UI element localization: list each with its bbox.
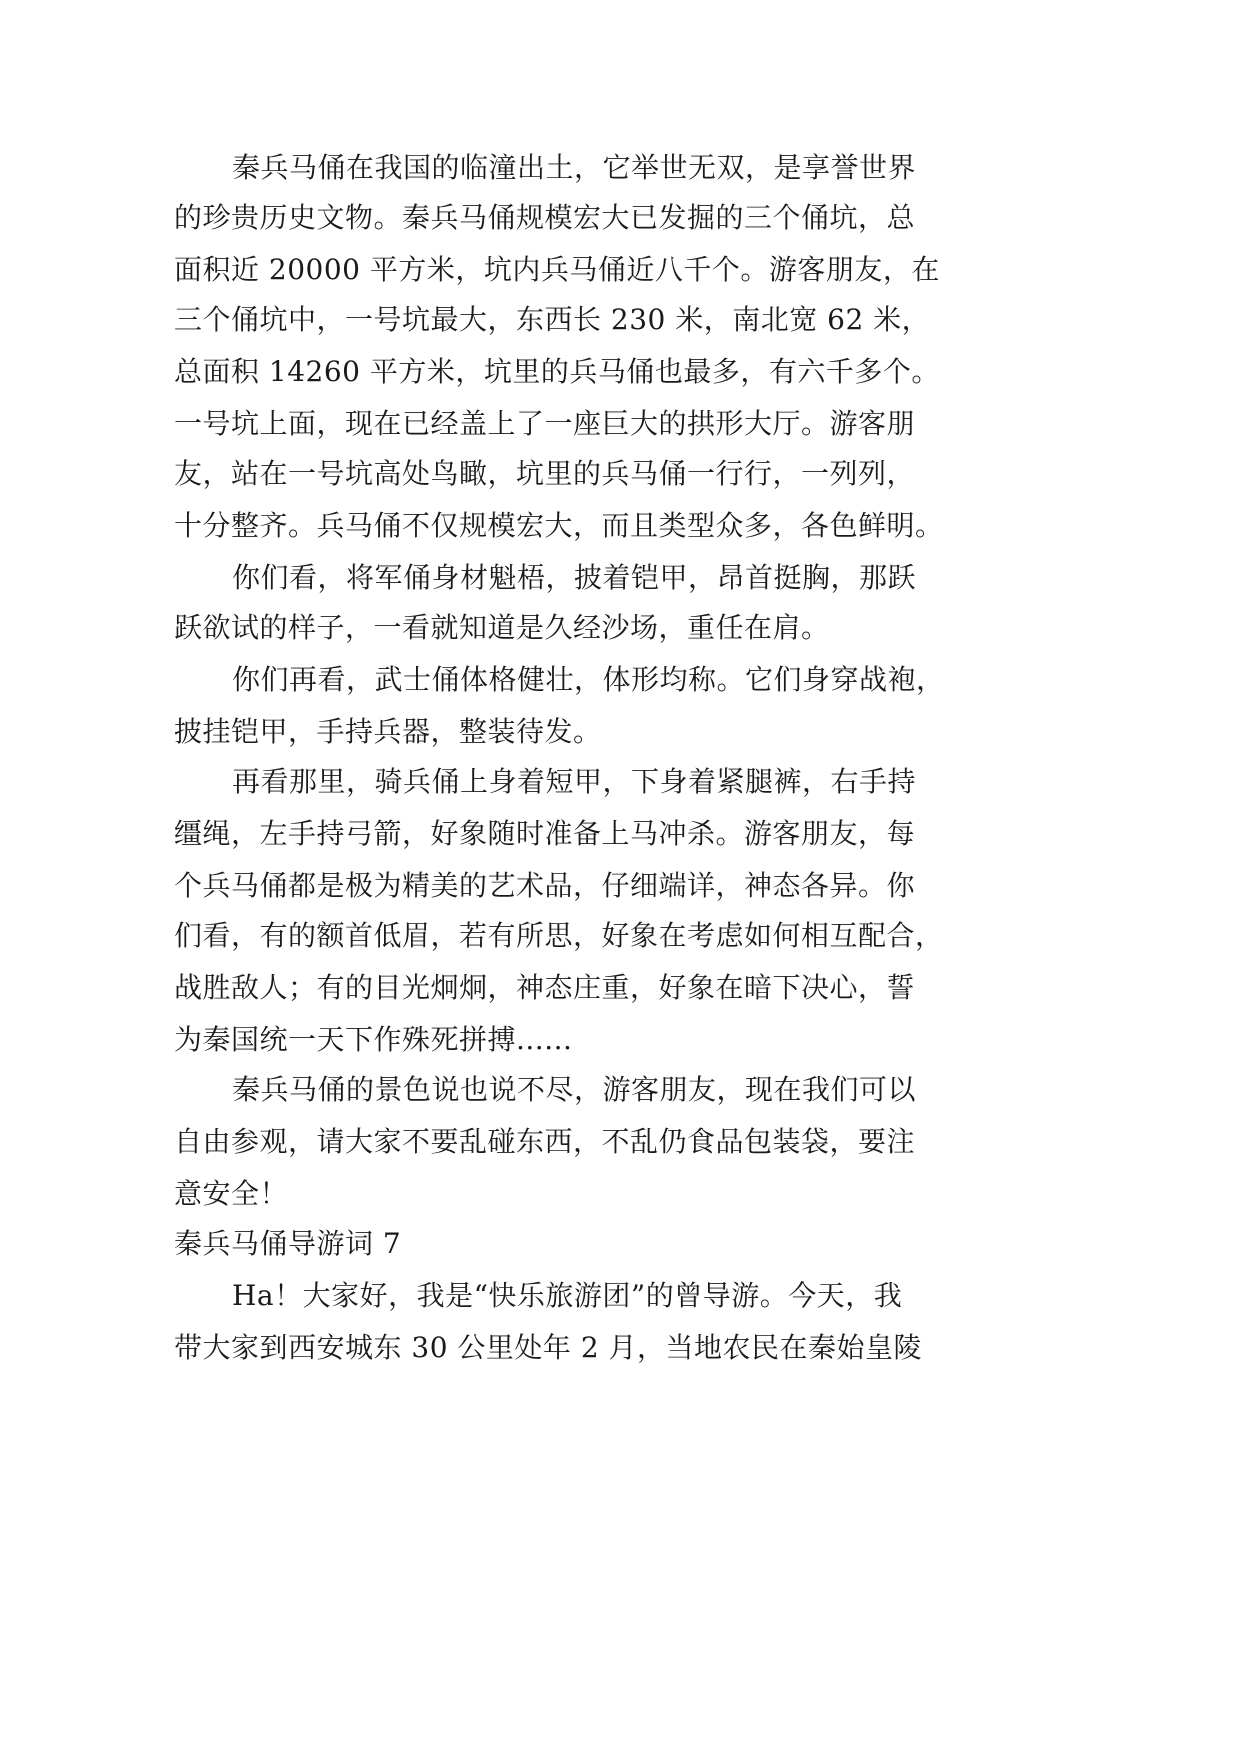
- text-line: 十分整齐。兵马俑不仅规模宏大，而且类型众多，各色鲜明。: [174, 509, 944, 542]
- text-line: 友，站在一号坑高处鸟瞰，坑里的兵马俑一行行，一列列，: [174, 457, 916, 490]
- section-heading: 秦兵马俑导游词 7: [174, 1227, 402, 1260]
- text-line: 面积近 20000 平方米，坑内兵马俑近八千个。游客朋友，在: [174, 253, 940, 286]
- text-line: 你们再看，武士俑体格健壮，体形均称。它们身穿战袍，: [232, 663, 945, 696]
- text-line: 秦兵马俑的景色说也说不尽，游客朋友，现在我们可以: [232, 1073, 917, 1106]
- text-line: 缰绳，左手持弓箭，好象随时准备上马冲杀。游客朋友，每: [174, 817, 916, 850]
- text-line: 三个俑坑中，一号坑最大，东西长 230 米，南北宽 62 米，: [174, 303, 931, 336]
- text-line: 为秦国统一天下作殊死拼搏......: [174, 1023, 573, 1056]
- text-line: 一号坑上面，现在已经盖上了一座巨大的拱形大厅。游客朋: [174, 407, 916, 440]
- text-line: Ha！大家好，我是“快乐旅游团”的曾导游。今天，我: [232, 1279, 903, 1312]
- text-line: 带大家到西安城东 30 公里处年 2 月，当地农民在秦始皇陵: [174, 1331, 923, 1364]
- text-line: 个兵马俑都是极为精美的艺术品，仔细端详，神态各异。你: [174, 869, 916, 902]
- text-line: 披挂铠甲，手持兵器，整装待发。: [174, 715, 602, 748]
- text-line: 秦兵马俑在我国的临潼出土，它举世无双，是享誉世界: [232, 151, 917, 184]
- text-line: 的珍贵历史文物。秦兵马俑规模宏大已发掘的三个俑坑，总: [174, 201, 916, 234]
- text-line: 再看那里，骑兵俑上身着短甲，下身着紧腿裤，右手持: [232, 765, 917, 798]
- text-line: 自由参观，请大家不要乱碰东西，不乱仍食品包装袋，要注: [174, 1125, 916, 1158]
- text-line: 总面积 14260 平方米，坑里的兵马俑也最多，有六千多个。: [174, 355, 940, 388]
- text-line: 你们看，将军俑身材魁梧，披着铠甲，昂首挺胸，那跃: [232, 561, 917, 594]
- text-line: 们看，有的额首低眉，若有所思，好象在考虑如何相互配合，: [174, 919, 944, 952]
- text-line: 战胜敌人；有的目光炯炯，神态庄重，好象在暗下决心，誓: [174, 971, 916, 1004]
- text-line: 跃欲试的样子，一看就知道是久经沙场，重任在肩。: [174, 611, 830, 644]
- text-line: 意安全！: [174, 1177, 289, 1210]
